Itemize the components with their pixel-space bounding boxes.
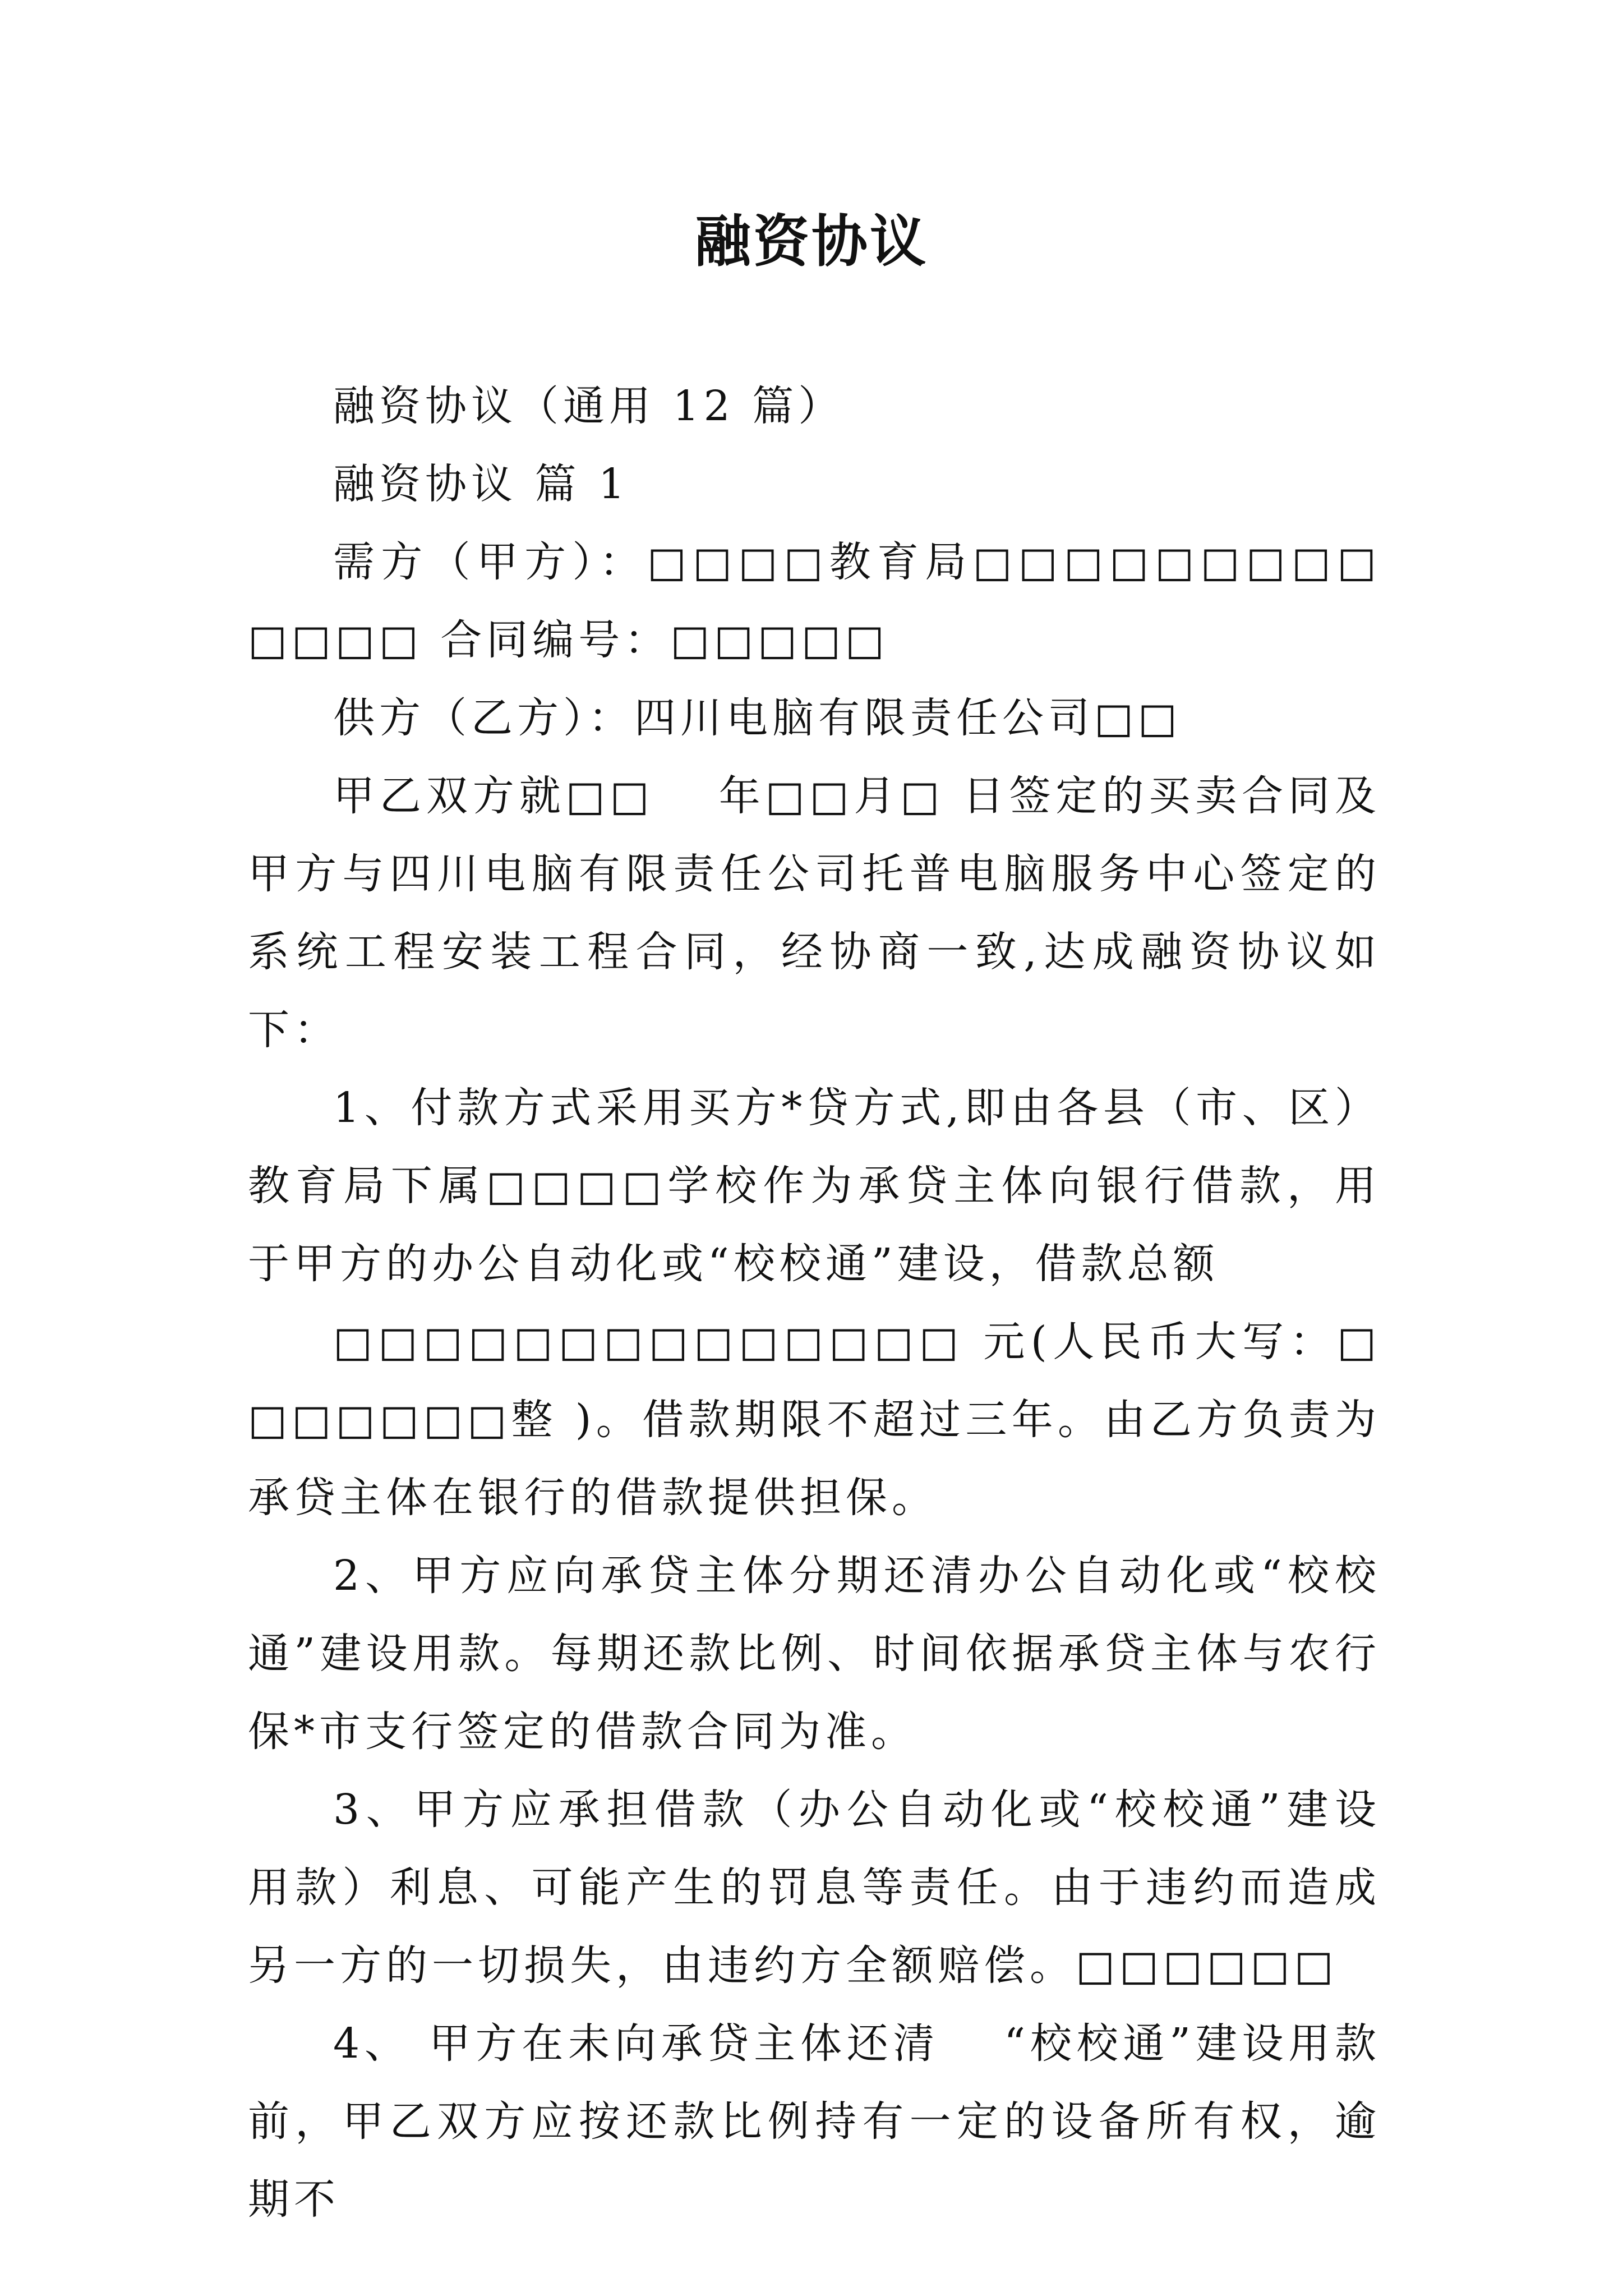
document-title: 融资协议 [695, 208, 928, 274]
paragraph: 融资协议（通用 12 篇） [333, 382, 845, 430]
paragraph: 融资协议 篇 1 [333, 460, 630, 508]
paragraph: □□□□□□□□□□□□□□ 元(人民币大写：□□□□□□□整 )。借款期限不超过三年。由乙方负责为承贷主体在银行的借款提供担保。 [248, 1318, 1381, 1522]
paragraph: 4、 甲方在未向承贷主体还清 “校校通”建设用款前，甲乙双方应按还款比例持有一定的设备所有权，逾期不 [248, 2019, 1381, 2224]
paragraph: 需方（甲方）：□□□□教育局□□□□□□□□□□□□□ 合同编号：□□□□□ [248, 538, 1381, 664]
paragraph: 3、甲方应承担借款（办公自动化或“校校通”建设用款）利息、可能产生的罚息等责任。由于违约而造成另一方的一切损失，由违约方全额赔偿。□□□□□□ [248, 1786, 1381, 1990]
paragraph: 供方（乙方）：四川电脑有限责任公司□□ [333, 694, 1182, 742]
paragraph: 甲乙双方就□□ 年□□月□ 日签定的买卖合同及甲方与四川电脑有限责任公司托普电脑服务中心签定的系统工程安装工程合同，经协商一致,达成融资协议如下： [248, 772, 1381, 1054]
paragraph: 1、付款方式采用买方*贷方式,即由各县（市、区）教育局下属□□□□学校作为承贷主体向银行借款，用于甲方的办公自动化或“校校通”建设，借款总额 [248, 1084, 1381, 1288]
paragraph: 2、甲方应向承贷主体分期还清办公自动化或“校校通”建设用款。每期还款比例、时间依据承贷主体与农行保*市支行签定的借款合同为准。 [248, 1552, 1381, 1756]
document-body [248, 367, 1381, 2239]
